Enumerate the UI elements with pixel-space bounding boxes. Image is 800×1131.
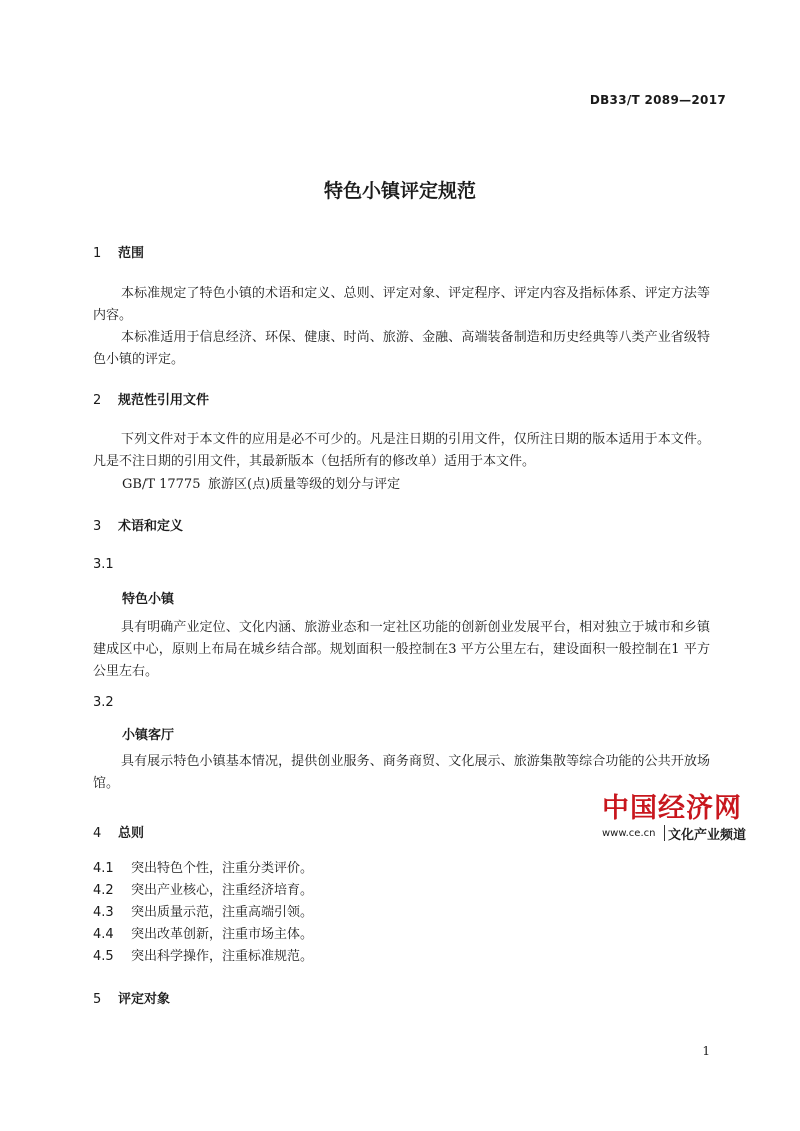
principle-item <box>93 923 313 942</box>
principle-item <box>93 945 313 964</box>
document-code: DB33/T 2089—2017 <box>589 93 726 107</box>
section-5-heading <box>93 988 170 1007</box>
term-3-1-name: 特色小镇 <box>122 592 175 607</box>
section-1-paragraph-1: 本标准规定了特色小镇的术语和定义、总则、评定对象、评定程序、评定内容及指标体系、评定方法等内容。 <box>93 286 710 323</box>
section-heading-text: 总则 <box>118 826 145 841</box>
watermark-logo <box>602 786 762 848</box>
item-code: 4.5 <box>93 949 114 964</box>
item-code: 4.3 <box>93 905 114 920</box>
section-3-heading <box>93 515 183 534</box>
section-4-heading <box>93 822 144 841</box>
term-3-1-definition: 具有明确产业定位、文化内涵、旅游业态和一定社区功能的创新创业发展平台，相对独立于城市和乡镇建成区中心，原则上布局在城乡结合部。规划面积一般控制在3 平方公里左右，建设面积一般控制在1 平方公里左右。 <box>93 620 710 679</box>
section-2-heading <box>93 389 209 408</box>
section-heading-text: 规范性引用文件 <box>118 393 210 408</box>
item-text: 突出质量示范，注重高端引领。 <box>131 905 314 920</box>
normative-reference <box>122 473 400 492</box>
term-3-2-name: 小镇客厅 <box>122 728 175 743</box>
section-number: 4 <box>93 826 102 841</box>
item-code: 4.2 <box>93 883 114 898</box>
watermark-url: www.ce.cn <box>602 828 656 839</box>
section-1-heading <box>93 242 144 261</box>
item-code: 4.1 <box>93 861 114 876</box>
section-number: 1 <box>93 246 102 261</box>
principle-item <box>93 901 313 920</box>
term-3-2-definition: 具有展示特色小镇基本情况，提供创业服务、商务商贸、文化展示、旅游集散等综合功能的公共开放场馆。 <box>93 754 710 791</box>
watermark-main-text: 中国经济网 <box>602 793 742 824</box>
item-text: 突出特色个性，注重分类评价。 <box>131 861 314 876</box>
section-1-paragraph-2: 本标准适用于信息经济、环保、健康、时尚、旅游、金融、高端装备制造和历史经典等八类产业省级特色小镇的评定。 <box>93 330 710 367</box>
principle-item <box>93 857 313 876</box>
document-title: 特色小镇评定规范 <box>323 180 476 202</box>
term-3-1-number: 3.1 <box>93 557 114 572</box>
item-text: 突出产业核心，注重经济培育。 <box>131 883 314 898</box>
item-text: 突出改革创新，注重市场主体。 <box>131 927 314 942</box>
section-heading-text: 术语和定义 <box>118 519 184 534</box>
watermark-separator <box>664 825 665 841</box>
section-number: 2 <box>93 393 102 408</box>
section-heading-text: 范围 <box>118 246 145 261</box>
reference-code: GB/T 17775 <box>122 477 201 492</box>
reference-title: 旅游区(点)质量等级的划分与评定 <box>208 477 401 492</box>
principle-item <box>93 879 313 898</box>
section-number: 3 <box>93 519 102 534</box>
term-3-2-number: 3.2 <box>93 695 114 710</box>
item-code: 4.4 <box>93 927 114 942</box>
page-number: 1 <box>702 1044 710 1058</box>
section-2-paragraph-1: 下列文件对于本文件的应用是必不可少的。凡是注日期的引用文件，仅所注日期的版本适用于本文件。凡是不注日期的引用文件，其最新版本（包括所有的修改单）适用于本文件。 <box>93 432 710 469</box>
section-number: 5 <box>93 992 102 1007</box>
item-text: 突出科学操作，注重标准规范。 <box>131 949 314 964</box>
section-heading-text: 评定对象 <box>118 992 171 1007</box>
watermark-channel: 文化产业频道 <box>668 828 747 843</box>
